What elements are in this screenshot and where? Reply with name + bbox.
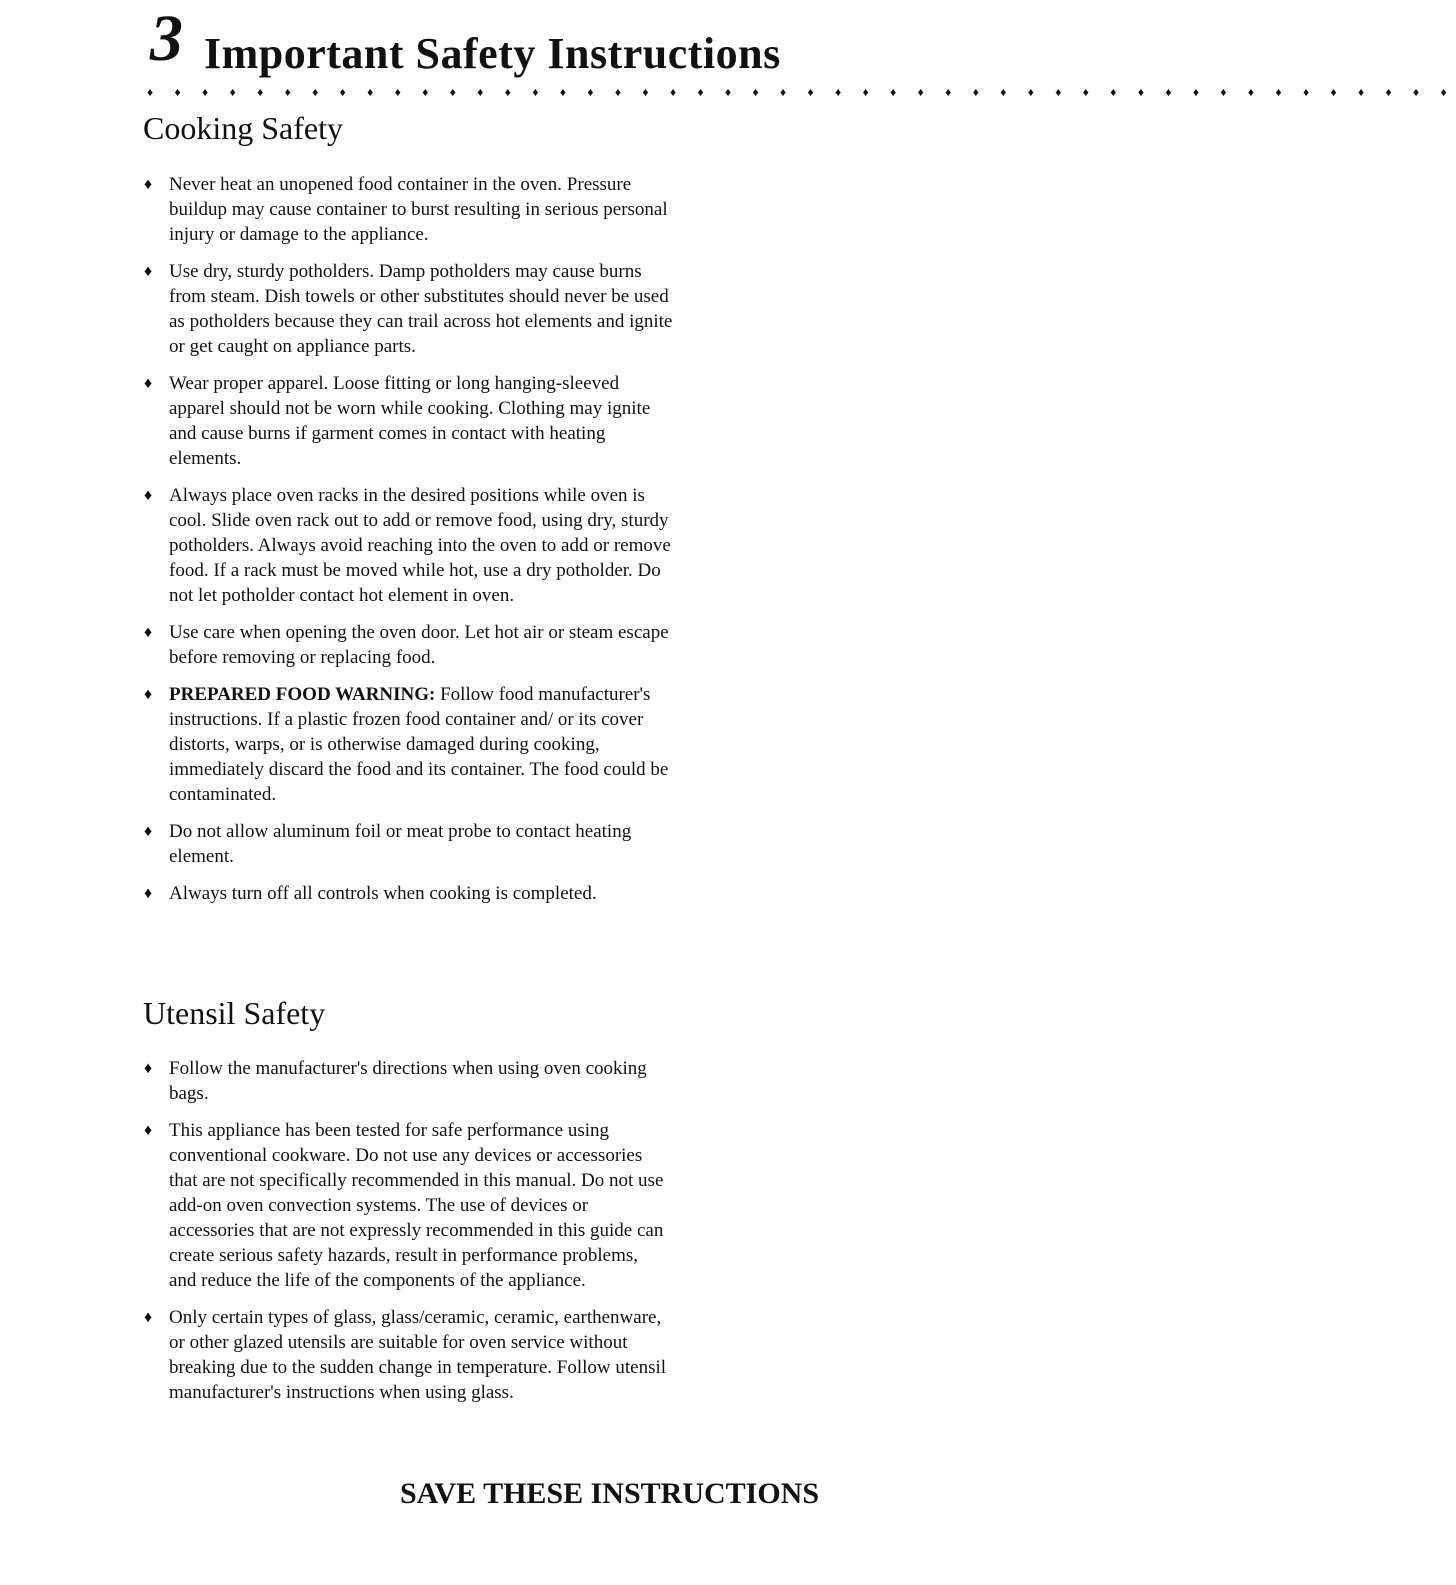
list-item (143, 682, 678, 807)
list-item (143, 259, 678, 359)
list-item-text: Follow food manufacturer's instructions. If a plastic frozen food container and/ or its cover distorts, warps, or is otherwise damaged during cooking, immediately discard the food and its container. The food could be contaminated. (169, 684, 669, 805)
list-item (143, 819, 678, 869)
list-item (143, 1118, 668, 1293)
diamond-bullet-icon: ♦ (144, 823, 153, 840)
item-lead: PREPARED FOOD WARNING: (169, 684, 441, 705)
list-item (143, 1305, 668, 1405)
list-item-text: Use dry, sturdy potholders. Damp potholders may cause burns from steam. Dish towels or other substitutes should never be used as potholders because they can trail across hot elements and ignite or get caught on appliance parts. (169, 261, 673, 357)
list-item (143, 1056, 668, 1106)
list-item-text: Follow the manufacturer's directions when using oven cooking bags. (169, 1058, 647, 1104)
list-item (143, 483, 678, 608)
list-item-text: Never heat an unopened food container in the oven. Pressure buildup may cause container to burst resulting in serious personal injury or damage to the appliance. (169, 174, 668, 245)
list-item-text: Use care when opening the oven door. Let hot air or steam escape before removing or replacing food. (169, 622, 669, 668)
diamond-bullet-icon: ♦ (144, 176, 153, 193)
list-item (143, 620, 678, 670)
cooking-safety-list (143, 172, 678, 918)
diamond-separator: ♦ ♦ ♦ ♦ ♦ ♦ ♦ ♦ ♦ ♦ ♦ ♦ ♦ ♦ ♦ ♦ ♦ ♦ ♦ ♦ ♦ ♦ ♦ ♦ ♦ ♦ ♦ ♦ ♦ ♦ ♦ ♦ ♦ ♦ ♦ ♦ ♦ ♦ ♦ ♦ ♦ ♦ ♦ ♦ ♦ ♦ ♦ ♦ (147, 85, 1456, 99)
diamond-bullet-icon: ♦ (144, 487, 153, 504)
list-item (143, 172, 678, 247)
cooking-safety-heading: Cooking Safety (143, 110, 343, 146)
utensil-safety-list (143, 1056, 668, 1417)
save-instructions-footer: SAVE THESE INSTRUCTIONS (399, 1477, 820, 1510)
page-number: 3 (150, 2, 183, 75)
diamond-bullet-icon: ♦ (144, 263, 153, 280)
diamond-bullet-icon: ♦ (144, 375, 153, 392)
diamond-bullet-icon: ♦ (144, 624, 153, 641)
diamond-bullet-icon: ♦ (144, 1060, 153, 1077)
page-title: Important Safety Instructions (204, 29, 781, 78)
list-item (143, 881, 678, 906)
list-item-text: This appliance has been tested for safe performance using conventional cookware. Do not use any devices or accessories that are not specifically recommended in this manual. Do not use add-on oven convection systems. The use of devices or accessories that are not expressly recommended in this guide can create serious safety hazards, result in performance problems, and reduce the life of the components of the appliance. (169, 1120, 664, 1291)
list-item-text: Wear proper apparel. Loose fitting or long hanging-sleeved apparel should not be worn while cooking. Clothing may ignite and cause burns if garment comes in contact with heating elements. (169, 373, 651, 469)
list-item-text: Always place oven racks in the desired positions while oven is cool. Slide oven rack out to add or remove food, using dry, sturdy potholders. Always avoid reaching into the oven to add or remove food. If a rack must be moved while hot, use a dry potholder. Do not let potholder contact hot element in oven. (169, 485, 671, 606)
diamond-bullet-icon: ♦ (144, 885, 153, 902)
diamond-bullet-icon: ♦ (144, 1122, 153, 1139)
diamond-bullet-icon: ♦ (144, 1309, 153, 1326)
list-item-text: Only certain types of glass, glass/ceramic, ceramic, earthenware, or other glazed utensils are suitable for oven service without breaking due to the sudden change in temperature. Follow utensil manufacturer's instructions when using glass. (169, 1307, 667, 1403)
list-item (143, 371, 678, 471)
utensil-safety-heading: Utensil Safety (143, 995, 326, 1031)
list-item-text: Do not allow aluminum foil or meat probe to contact heating element. (169, 821, 632, 867)
diamond-bullet-icon: ♦ (144, 686, 153, 703)
list-item-text: Always turn off all controls when cooking is completed. (169, 883, 597, 904)
